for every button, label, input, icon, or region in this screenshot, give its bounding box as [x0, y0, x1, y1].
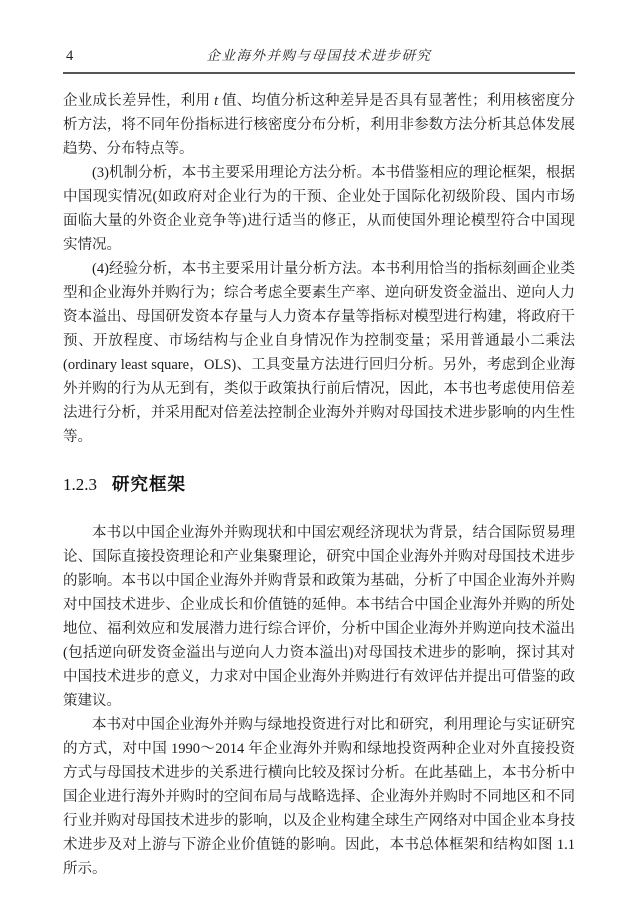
paragraph-comparison-study: 本书对中国企业海外并购与绿地投资进行对比和研究，利用理论与实证研究的方式，对中国 1990～2014 年企业海外并购和绿地投资两种企业对外直接投资方式与母国技术进步的关系进行横向比较及探讨分析。在此基础上，本书分析中国企业进行海外并购时的空间布局与战略选择、企业海外并购时不同地区和不同行业并购对母国技术进步的影响，以及企业构建全球生产网络对中国企业本身技术进步及对上游与下游企业价值链的影响。因此，本书总体框架和结构如图 1.1 所示。: [63, 717, 575, 877]
section-heading: [63, 472, 575, 497]
page-header: [63, 0, 575, 72]
text-segment-before-t: 企业成长差异性，利用: [63, 93, 215, 109]
text-segment-after-t: 值、均值分析这种差异是否具有显著性；利用核密度分析方法，将不同年份指标进行核密度分布分析，利用非参数方法分析其总体发展趋势、分布特点等。: [63, 93, 576, 157]
paragraph-empirical-analysis: (4)经验分析，本书主要采用计量分析方法。本书利用恰当的指标刻画企业类型和企业海外并购行为；综合考虑全要素生产率、逆向研发资金溢出、逆向人力资本溢出、母国研发资本存量与人力资本存量等指标对模型进行构建，将政府干预、开放程度、市场结构与企业自身情况作为控制变量；采用普通最小二乘法(ordinary least square，OLS)、工具变量方法进行回归分析。另外，考虑到企业海外并购的行为从无到有，类似于政策执行前后情况，因此，本书也考虑使用倍差法进行分析，并采用配对倍差法控制企业海外并购对母国技术进步影响的内生性等。: [63, 261, 575, 445]
running-title: 企业海外并购与母国技术进步研究: [206, 48, 432, 63]
italic-variable-t: t: [214, 93, 219, 109]
page-number: 4: [66, 48, 74, 64]
header-rule: [63, 72, 575, 74]
section-number: 1.2.3: [63, 475, 97, 494]
section-title: 研究框架: [112, 474, 186, 494]
paragraph-methods-continuation: [63, 89, 575, 161]
paragraph-mechanism-analysis: (3)机制分析，本书主要采用理论方法分析。本书借鉴相应的理论框架，根据中国现实情况(如政府对企业行为的干预、企业处于国际化初级阶段、国内市场面临大量的外资企业竞争等)进行适当的修正，从而使国外理论模型符合中国现实情况。: [63, 165, 575, 253]
page-body: [63, 89, 575, 881]
paragraph-framework-overview: 本书以中国企业海外并购现状和中国宏观经济现状为背景，结合国际贸易理论、国际直接投资理论和产业集聚理论，研究中国企业海外并购对母国技术进步的影响。本书以中国企业海外并购背景和政策为基础，分析了中国企业海外并购对中国技术进步、企业成长和价值链的延伸。本书结合中国企业海外并购的所处地位、福利效应和发展潜力进行综合评价，分析中国企业海外并购逆向技术溢出(包括逆向研发资金溢出与逆向人力资本溢出)对母国技术进步的影响，探讨其对中国技术进步的意义，力求对中国企业海外并购进行有效评估并提出可借鉴的政策建议。: [63, 525, 575, 709]
